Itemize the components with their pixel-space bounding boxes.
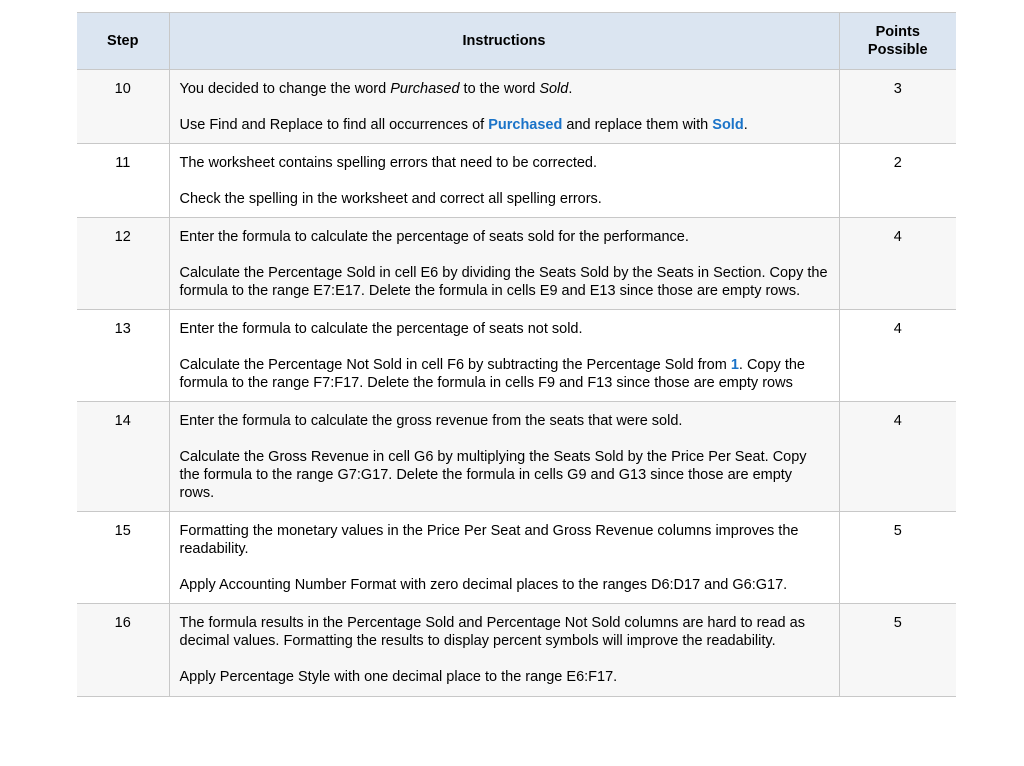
- step-number: 13: [77, 310, 169, 402]
- table-row: [77, 310, 956, 402]
- table-row: [77, 218, 956, 310]
- step-number: 16: [77, 604, 169, 697]
- text-span: Use Find and Replace to find all occurrences of: [179, 117, 489, 133]
- step-number: 10: [77, 70, 169, 144]
- instruction-line: Enter the formula to calculate the percentage of seats not sold.: [179, 321, 583, 337]
- header-instructions: Instructions: [169, 13, 839, 70]
- table-row: [77, 512, 956, 604]
- instruction-cell: [169, 402, 839, 512]
- points-value: 4: [839, 218, 956, 310]
- instruction-line: Enter the formula to calculate the gross revenue from the seats that were sold.: [179, 413, 683, 429]
- table-row: [77, 144, 956, 218]
- instruction-line: Formatting the monetary values in the Price Per Seat and Gross Revenue columns improves the readability.: [179, 523, 799, 557]
- instruction-line: [180, 80, 829, 98]
- points-value: 3: [839, 70, 956, 144]
- instruction-cell: [169, 310, 839, 402]
- step-number: 15: [77, 512, 169, 604]
- text-span: .: [568, 81, 573, 97]
- table-row: [77, 604, 956, 697]
- instruction-cell: [169, 512, 839, 604]
- table-row: [77, 70, 956, 144]
- highlight-word: 1: [730, 357, 739, 373]
- step-number: 11: [77, 144, 169, 218]
- instruction-cell: [169, 218, 839, 310]
- points-value: 2: [839, 144, 956, 218]
- instruction-line: The worksheet contains spelling errors that need to be corrected.: [179, 155, 598, 171]
- step-number: 14: [77, 402, 169, 512]
- points-value: 4: [839, 310, 956, 402]
- instruction-detail: Apply Accounting Number Format with zero decimal places to the ranges D6:D17 and G6:G17.: [179, 577, 788, 593]
- instruction-detail: Apply Percentage Style with one decimal place to the range E6:F17.: [179, 669, 618, 685]
- points-value: 5: [839, 512, 956, 604]
- instruction-detail: Check the spelling in the worksheet and correct all spelling errors.: [179, 191, 602, 207]
- text-span: You decided to change the word: [179, 81, 391, 97]
- instructions-table: [77, 12, 956, 697]
- italic-word: Purchased: [390, 81, 460, 97]
- header-points: Points Possible: [839, 13, 956, 70]
- instruction-detail: [180, 116, 829, 134]
- instruction-cell: [169, 144, 839, 218]
- header-row: [77, 13, 956, 70]
- step-number: 12: [77, 218, 169, 310]
- highlight-word: Sold: [712, 117, 744, 133]
- table-row: [77, 402, 956, 512]
- instruction-line: Enter the formula to calculate the percentage of seats sold for the performance.: [179, 229, 689, 245]
- text-span: .: [743, 117, 748, 133]
- instruction-cell: [169, 70, 839, 144]
- instruction-detail: Calculate the Gross Revenue in cell G6 by multiplying the Seats Sold by the Price Per Seat. Copy the formula to the range G7:G17. Delete the formula in cells G9 and G13 since those are empty rows.: [179, 449, 807, 501]
- instruction-line: The formula results in the Percentage Sold and Percentage Not Sold columns are hard to read as decimal values. Formatting the results to display percent symbols will improve the readability.: [179, 615, 805, 649]
- text-span: and replace them with: [562, 117, 713, 133]
- text-span: to the word: [459, 81, 540, 97]
- italic-word: Sold: [539, 81, 569, 97]
- header-step: Step: [77, 13, 169, 70]
- instruction-detail: [180, 356, 829, 392]
- highlight-word: Purchased: [488, 117, 563, 133]
- points-value: 4: [839, 402, 956, 512]
- instruction-cell: [169, 604, 839, 697]
- instruction-detail: Calculate the Percentage Sold in cell E6 by dividing the Seats Sold by the Seats in Section. Copy the formula to the range E7:E17. Delete the formula in cells E9 and E13 since those are empty rows.: [179, 265, 828, 299]
- text-span: Calculate the Percentage Not Sold in cell F6 by subtracting the Percentage Sold from: [179, 357, 731, 373]
- text-span: . Copy the formula to the range F7:F17. Delete the formula in cells F9 and F13 since those are empty rows: [179, 357, 805, 391]
- points-value: 5: [839, 604, 956, 697]
